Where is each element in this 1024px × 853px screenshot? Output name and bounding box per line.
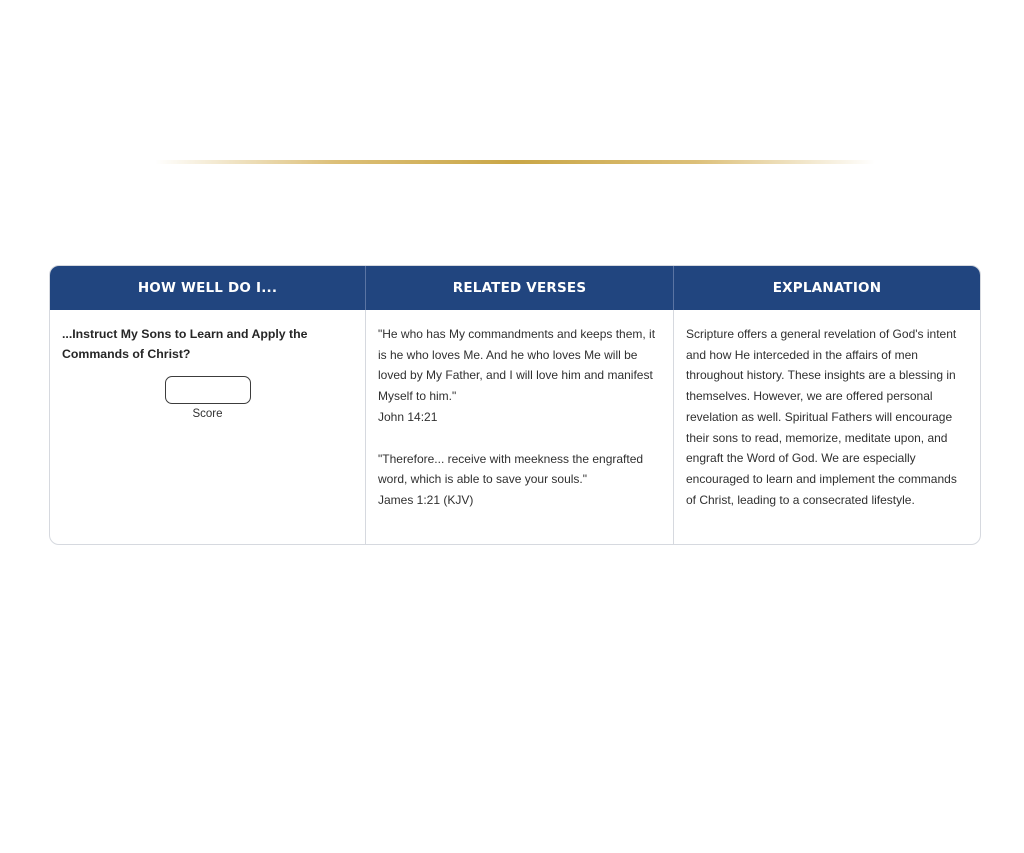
- gold-divider: [155, 160, 875, 164]
- verse-text: "Therefore... receive with meekness the engrafted word, which is able to save your souls.": [378, 451, 644, 487]
- score-label: Score: [192, 408, 223, 420]
- explanation-text: Scripture offers a general revelation of God's intent and how He interceded in the affairs of men throughout history. These insights are a blessing in themselves. However, we are offered personal revelation as well. Spiritual Fathers will encourage their sons to read, memorize, meditate upon, and engraft the Word of God. We are especially encouraged to learn and implement the commands of Christ, leading to a consecrated lifestyle.: [686, 327, 957, 507]
- header-explanation: EXPLANATION: [673, 266, 980, 310]
- verse-spacer: [378, 428, 661, 449]
- explanation-cell: [673, 310, 980, 545]
- score-block: [62, 376, 353, 421]
- assessment-table: [49, 265, 981, 545]
- header-related-verses: RELATED VERSES: [365, 266, 673, 310]
- header-how-well-do-i: HOW WELL DO I...: [137, 280, 278, 296]
- verse-text: "He who has My commandments and keeps them, it is he who loves Me. And he who loves Me will be loved by My Father, and I will love him and manifest Myself to him.": [378, 327, 656, 404]
- verses-cell: [365, 310, 673, 545]
- question-text: ...Instruct My Sons to Learn and Apply the Commands of Christ?: [62, 327, 308, 361]
- verse-reference: John 14:21: [378, 409, 438, 424]
- verse-reference: James 1:21 (KJV): [378, 492, 474, 507]
- question-cell: [50, 310, 365, 545]
- table-header: [50, 266, 980, 310]
- score-input[interactable]: [165, 376, 251, 404]
- table-row: [50, 310, 980, 545]
